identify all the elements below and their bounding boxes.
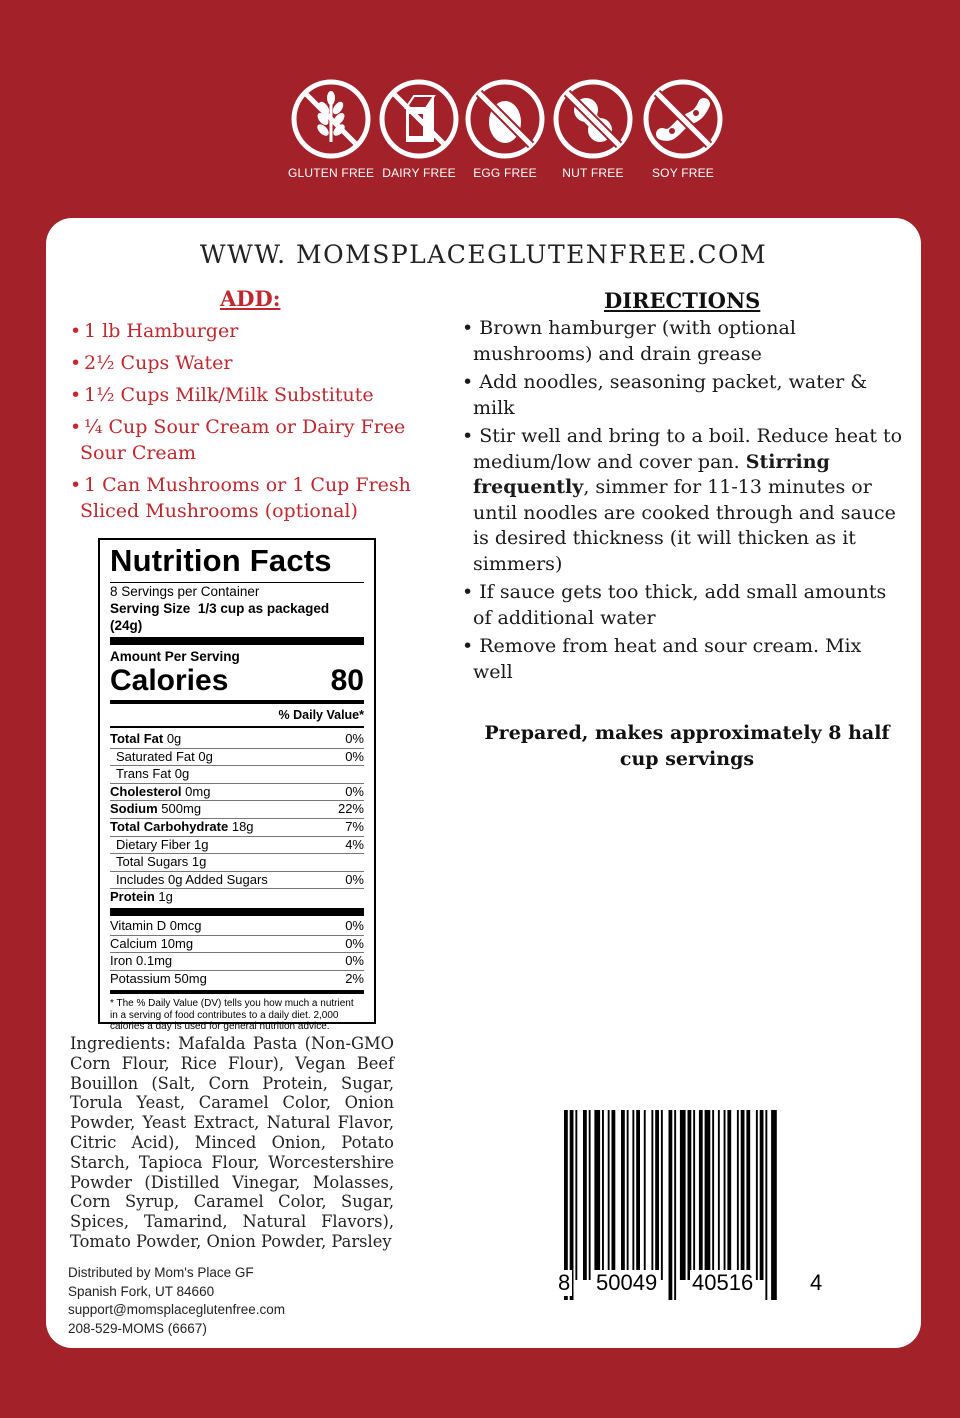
- allergen-label: GLUTEN FREE: [288, 166, 375, 180]
- nutrient-row: Protein 1g: [110, 888, 364, 906]
- barcode-bar: [756, 1110, 758, 1280]
- barcode-bar: [661, 1110, 663, 1280]
- vitamin-row: Potassium 50mg 2%: [110, 970, 364, 986]
- barcode-bar: [621, 1110, 625, 1280]
- barcode-bar: [636, 1110, 640, 1280]
- barcode-bar: [655, 1110, 659, 1280]
- amount-per-serving: Amount Per Serving: [110, 649, 240, 664]
- nutrition-footnote: * The % Daily Value (DV) tells you how much a nutrient in a serving of food contributes to a daily diet. 2,000 calories a day is used for general nutrition advice.: [110, 998, 354, 1033]
- allergen-label: DAIRY FREE: [382, 166, 456, 180]
- barcode-bar: [627, 1110, 629, 1280]
- nutrient-row: Sodium 500mg 22%: [110, 801, 364, 817]
- prepared-note: Prepared, makes approximately 8 half cup servings: [484, 722, 890, 770]
- gluten-free-badge: [288, 78, 374, 180]
- add-item: • 2½ Cups Water: [70, 352, 233, 374]
- barcode-bar: [589, 1110, 591, 1280]
- barcode-bar: [746, 1110, 750, 1280]
- direction-step: • Stir well and bring to a boil. Reduce heat to medium/low and cover pan. Stirring frequently, simmer for 11-13 minutes or until noodles are cooked through and sauce is desired thickness (it will thicken as it simmers): [462, 425, 903, 575]
- barcode-bar: [718, 1110, 720, 1280]
- daily-value-header: % Daily Value*: [278, 708, 364, 722]
- nutrient-row: Trans Fat 0g: [110, 765, 364, 783]
- allergen-label: EGG FREE: [473, 166, 537, 180]
- website-url: WWW. MOMSPLACEGLUTENFREE.COM: [199, 240, 768, 269]
- barcode-bar: [724, 1110, 726, 1280]
- barcode-bar: [712, 1110, 714, 1280]
- barcode-bar: [651, 1110, 653, 1280]
- directions-title: DIRECTIONS: [604, 288, 761, 313]
- barcode-bar: [741, 1110, 745, 1280]
- add-item: • 1½ Cups Milk/Milk Substitute: [70, 384, 374, 406]
- barcode-bar: [644, 1110, 646, 1280]
- egg-icon: [464, 78, 546, 160]
- add-title: ADD:: [220, 286, 281, 311]
- egg-free-badge: [462, 78, 548, 180]
- direction-step: • Remove from heat and sour cream. Mix well: [462, 635, 862, 683]
- soybean-icon: [642, 78, 724, 160]
- barcode-bar: [575, 1110, 577, 1280]
- nutrient-row: Dietary Fiber 1g 4%: [110, 836, 364, 854]
- wheat-icon: [290, 78, 372, 160]
- directions-list: [462, 316, 907, 688]
- barcode-bar: [688, 1110, 692, 1280]
- nutrient-row: Total Fat 0g 0%: [110, 731, 364, 746]
- nutrient-row: Total Carbohydrate 18g 7%: [110, 818, 364, 834]
- direction-step: • Add noodles, seasoning packet, water & milk: [462, 371, 868, 419]
- direction-step: • Brown hamburger (with optional mushrooms) and drain grease: [462, 317, 796, 365]
- barcode-bar: [602, 1110, 604, 1280]
- add-item: • 1 lb Hamburger: [70, 320, 239, 342]
- barcode-bar: [680, 1110, 686, 1280]
- nutrient-row: Total Sugars 1g: [110, 853, 364, 871]
- nutrition-facts-panel: [98, 538, 376, 1033]
- dairy-free-badge: [376, 78, 462, 180]
- barcode-bar: [608, 1110, 610, 1280]
- servings-per-container: 8 Servings per Container: [110, 584, 260, 599]
- vitamin-row: Calcium 10mg 0%: [110, 935, 364, 951]
- serving-size: Serving Size 1/3 cup as packaged (24g): [110, 601, 330, 633]
- allergen-icons: [0, 78, 960, 188]
- add-item: • ¼ Cup Sour Cream or Dairy Free Sour Cream: [70, 416, 406, 464]
- barcode-bar: [737, 1110, 739, 1280]
- barcode-bar: [699, 1110, 703, 1280]
- barcode-bar: [705, 1110, 711, 1280]
- barcode-bar: [612, 1110, 616, 1280]
- milk-carton-icon: [378, 78, 460, 160]
- ingredients-text: Ingredients: Mafalda Pasta (Non-GMO Corn Flour, Rice Flour), Vegan Beef Bouillon (Salt, Corn Protein, Sugar, Torula Yeast, Caramel Color, Onion Powder, Yeast Extract, Natural Flavor, Citric Acid), Minced Onion, Potato Starch, Tapioca Flour, Worcestershire Powder (Distilled Vinegar, Molasses, Corn Syrup, Caramel Color, Sugar, Spices, Tamarind, Natural Flavors), Tomato Powder, Onion Powder, Parsley: [70, 1034, 394, 1251]
- nutrient-row: Saturated Fat 0g 0%: [110, 748, 364, 766]
- barcode-bar: [583, 1110, 587, 1280]
- add-item: • 1 Can Mushrooms or 1 Cup Fresh Sliced Mushrooms (optional): [70, 474, 411, 522]
- distributor-info: Distributed by Mom's Place GF Spanish Fork, UT 84660 support@momsplaceglutenfree.com 208-529-MOMS (6667): [68, 1265, 286, 1336]
- vitamin-row: Iron 0.1mg 0%: [110, 953, 364, 969]
- barcode-bar: [693, 1110, 695, 1280]
- barcode-bar: [632, 1110, 634, 1280]
- nutrition-title: Nutrition Facts: [110, 543, 332, 578]
- barcode-bar: [727, 1110, 731, 1280]
- direction-step: • If sauce gets too thick, add small amounts of additional water: [462, 581, 887, 629]
- barcode-bar: [760, 1110, 764, 1280]
- add-list: [70, 318, 430, 530]
- barcode-digits: 8 50049 40516 4: [558, 1270, 823, 1295]
- allergen-label: NUT FREE: [562, 166, 624, 180]
- vitamin-row: Vitamin D 0mcg 0%: [110, 917, 364, 933]
- peanut-icon: [552, 78, 634, 160]
- label-card: [46, 218, 921, 1348]
- nut-free-badge: [550, 78, 636, 180]
- allergen-label: SOY FREE: [651, 166, 715, 180]
- nutrient-row: Cholesterol 0mg 0%: [110, 783, 364, 799]
- nutrient-row: Includes 0g Added Sugars 0%: [110, 871, 364, 889]
- barcode-bar: [594, 1110, 600, 1280]
- soy-free-badge: [640, 78, 726, 180]
- calories-row: Calories 80: [110, 664, 364, 697]
